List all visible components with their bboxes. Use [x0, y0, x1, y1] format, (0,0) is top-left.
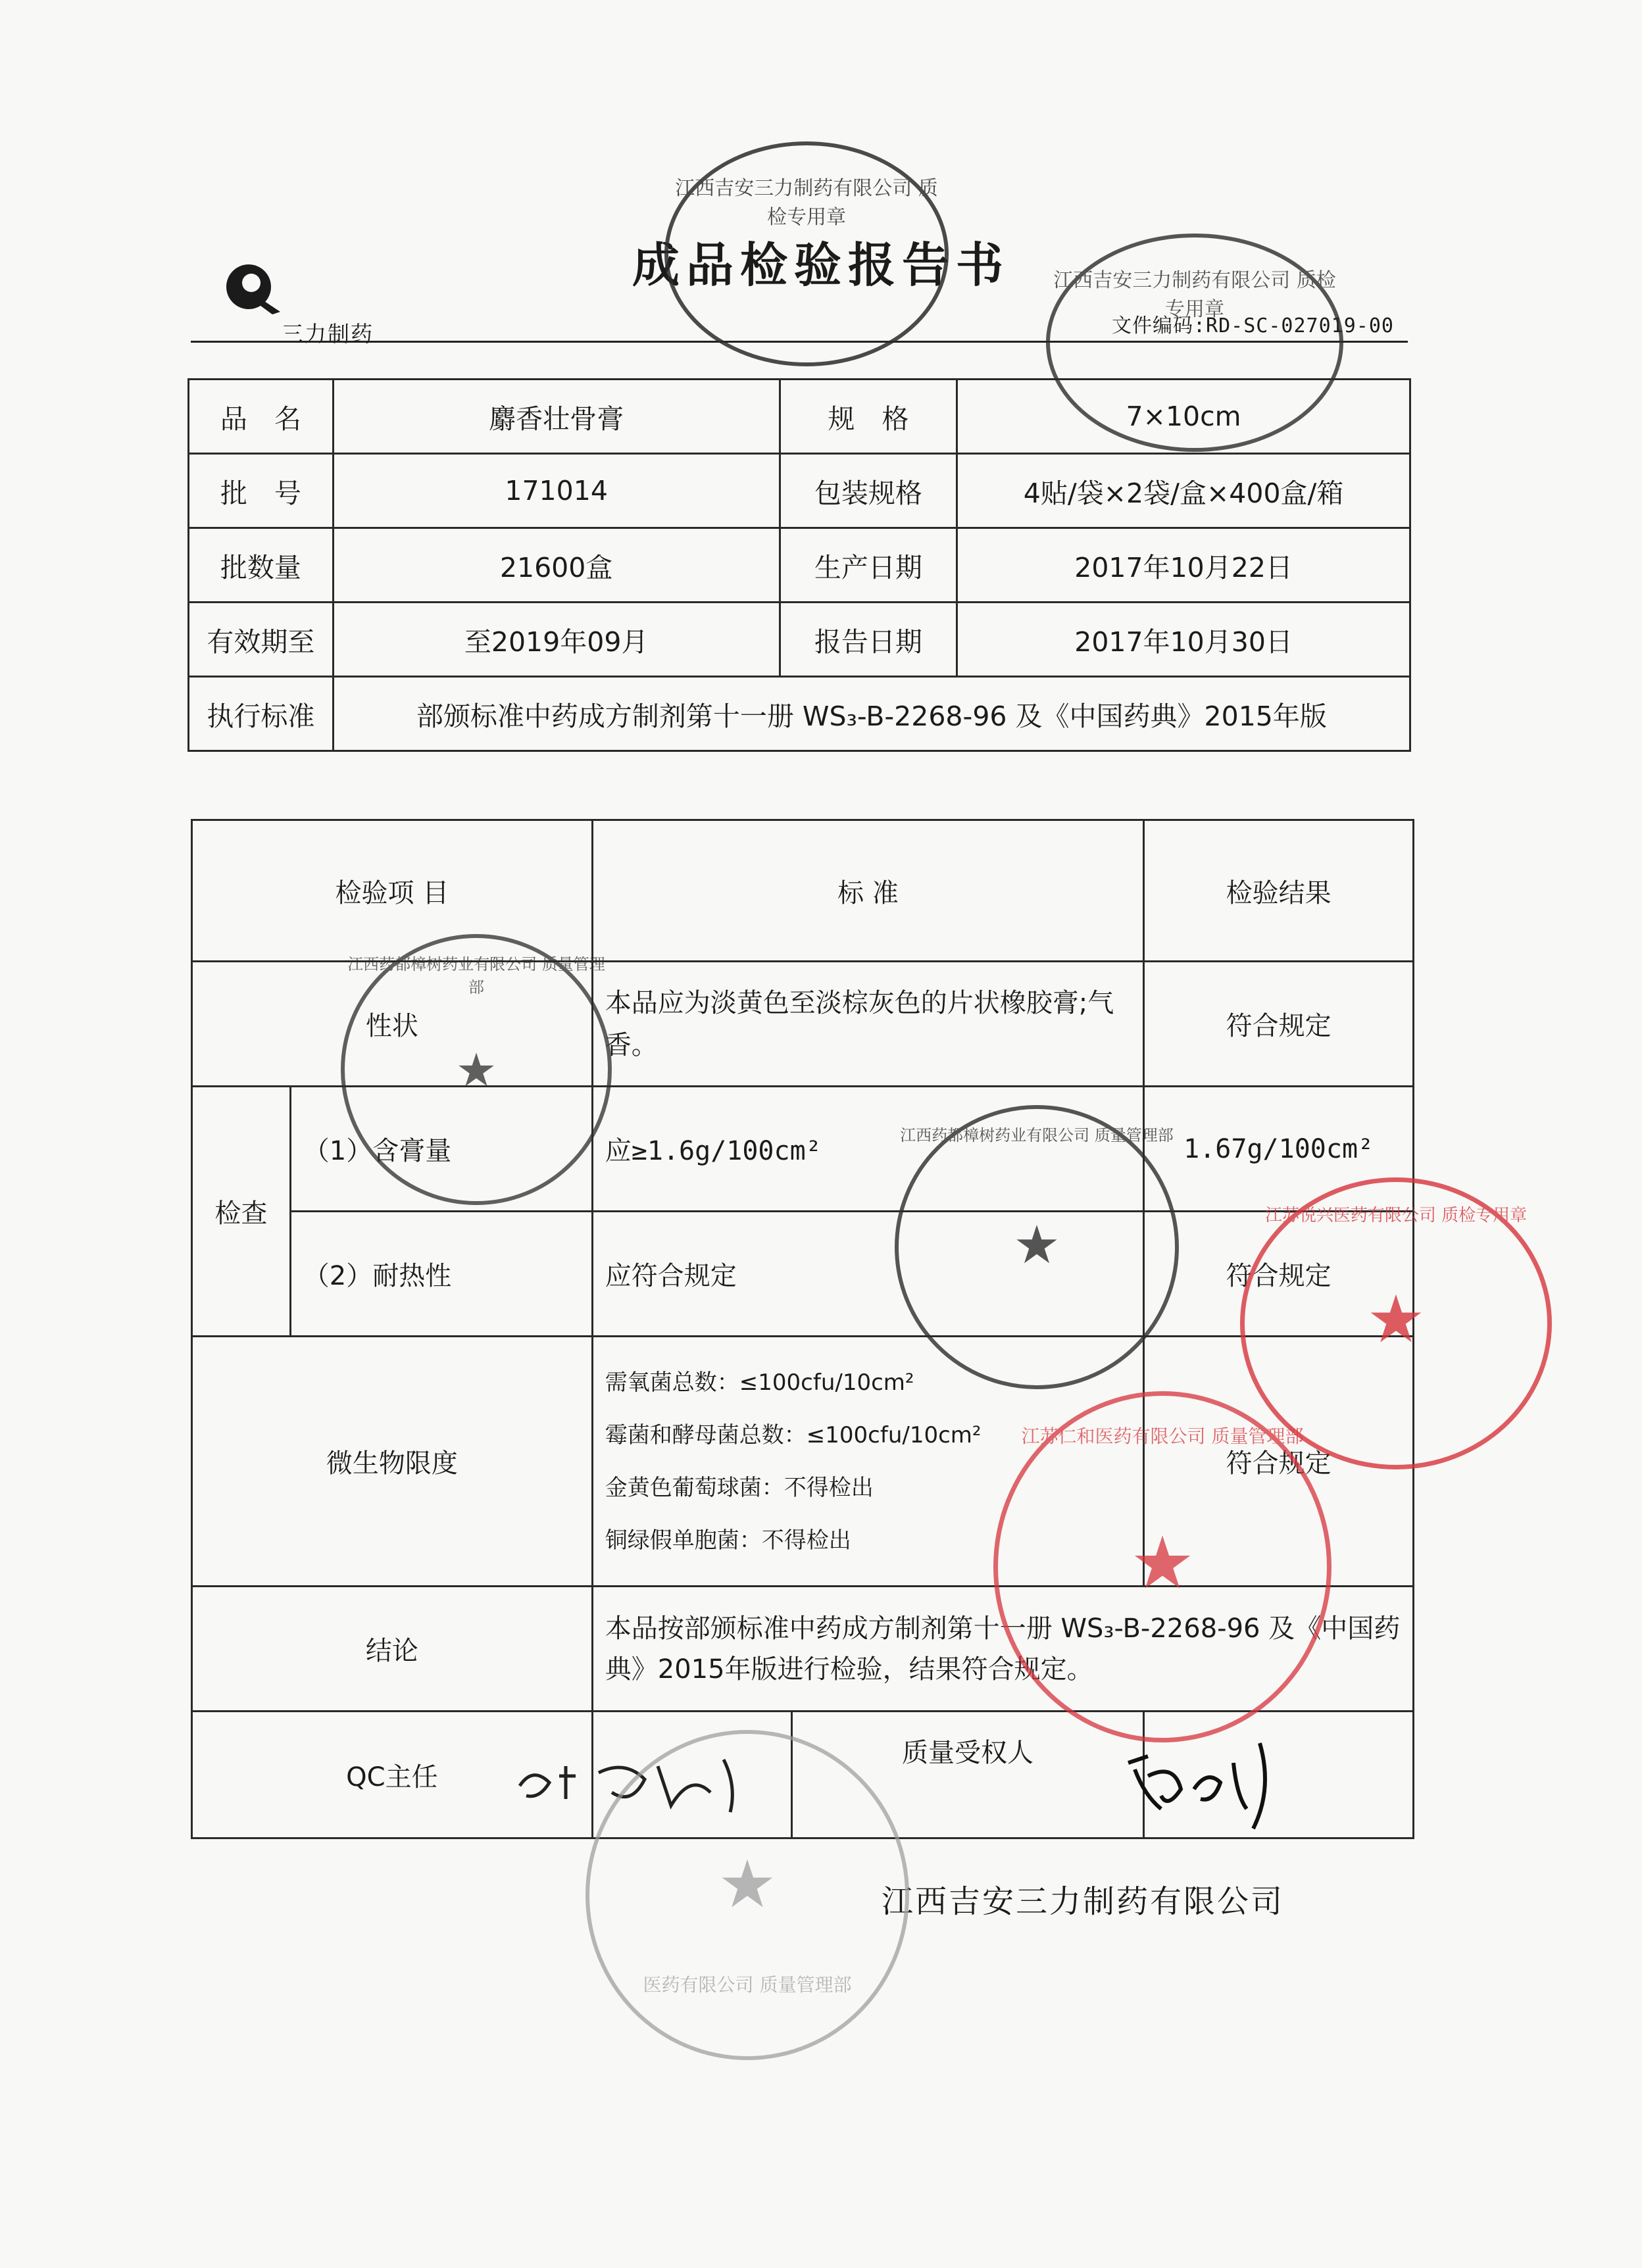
document-code: 文件编码:RD-SC-027019-00	[1112, 314, 1394, 337]
check2-label: （2）耐热性	[290, 1212, 592, 1337]
check2-result: 符合规定	[1144, 1212, 1414, 1337]
batch-qty-label: 批数量	[189, 528, 334, 603]
qc-label: QC主任	[192, 1712, 593, 1838]
check1-result: 1.67g/100cm²	[1144, 1087, 1414, 1212]
page-title: 成品检验报告书	[632, 237, 1010, 293]
batch-no: 171014	[333, 454, 780, 528]
table-row	[192, 1587, 1414, 1712]
table-row	[189, 454, 1410, 528]
table-row	[189, 380, 1410, 454]
conclusion-text: 本品按部颁标准中药成方制剂第十一册 WS₃-B-2268-96 及《中国药典》2015年版进行检验，结果符合规定。	[592, 1587, 1413, 1712]
product-name: 麝香壮骨膏	[333, 380, 780, 454]
standard-label: 执行标准	[189, 677, 334, 751]
batch-qty: 21600盒	[333, 528, 780, 603]
stamp-red-right: ★ 江苏悦兴医药有限公司 质检专用章	[1240, 1177, 1552, 1469]
micro-item: 金黄色葡萄球菌：不得检出	[605, 1474, 874, 1501]
report-date-label: 报告日期	[780, 603, 957, 677]
table-row	[192, 1212, 1414, 1337]
qp-signature-cell	[1144, 1712, 1414, 1838]
test-results-table	[191, 819, 1414, 1839]
conclusion-label: 结论	[192, 1587, 593, 1712]
micro-item: 霉菌和酵母菌总数：≤100cfu/10cm²	[605, 1421, 982, 1448]
micro-standard	[592, 1337, 1143, 1587]
table-row	[192, 962, 1414, 1087]
header-result: 检验结果	[1144, 820, 1414, 962]
table-header-row	[192, 820, 1414, 962]
micro-result: 符合规定	[1144, 1337, 1414, 1587]
product-info-table	[187, 378, 1411, 752]
stamp-zhangshu-2: ★ 江西药都樟树药业有限公司 质量管理部	[895, 1105, 1179, 1389]
table-row	[189, 528, 1410, 603]
report-date: 2017年10月30日	[957, 603, 1410, 677]
stamp-grey-bottom: ★ 医药有限公司 质量管理部	[585, 1730, 909, 2060]
stamp-qc-right: 江西吉安三力制药有限公司 质检专用章	[1046, 234, 1343, 452]
production-date-label: 生产日期	[780, 528, 957, 603]
logo-text: 三力制药	[282, 321, 374, 347]
table-row	[192, 1087, 1414, 1212]
expiry-value: 至2019年09月	[333, 603, 780, 677]
expiry-label: 有效期至	[189, 603, 334, 677]
qp-label: 质量受权人	[902, 1738, 1033, 1768]
spec-value: 7×10cm	[957, 380, 1410, 454]
batch-no-label: 批 号	[189, 454, 334, 528]
appearance-standard: 本品应为淡黄色至淡棕灰色的片状橡胶膏;气香。	[592, 962, 1143, 1087]
table-row	[192, 1337, 1414, 1587]
company-name: 江西吉安三力制药有限公司	[882, 1883, 1285, 1920]
spec-label: 规 格	[780, 380, 957, 454]
product-name-label: 品 名	[189, 380, 334, 454]
micro-item: 铜绿假单胞菌：不得检出	[605, 1527, 851, 1554]
header-standard: 标 准	[592, 820, 1143, 962]
table-row	[189, 603, 1410, 677]
micro-label: 微生物限度	[192, 1337, 593, 1587]
check-label: 检查	[192, 1087, 291, 1337]
check1-label: （1）含膏量	[290, 1087, 592, 1212]
stamp-red-center: ★ 江苏仁和医药有限公司 质量管理部	[993, 1391, 1331, 1742]
check2-standard: 应符合规定	[592, 1212, 1143, 1337]
packaging-value: 4贴/袋×2袋/盒×400盒/箱	[957, 454, 1410, 528]
stamp-qc-top: 江西吉安三力制药有限公司 质检专用章	[664, 141, 949, 366]
table-row	[192, 1712, 1414, 1838]
header-divider	[191, 341, 1408, 343]
table-row	[189, 677, 1410, 751]
header-test-item: 检验项 目	[192, 820, 593, 962]
appearance-result: 符合规定	[1144, 962, 1414, 1087]
standard-value: 部颁标准中药成方制剂第十一册 WS₃-B-2268-96 及《中国药典》2015年版	[333, 677, 1410, 751]
stamp-zhangshu-1: ★ 江西药都樟树药业有限公司 质量管理部	[341, 934, 612, 1205]
production-date: 2017年10月22日	[957, 528, 1410, 603]
qc-signature-cell	[592, 1712, 1143, 1838]
check1-standard: 应≥1.6g/100cm²	[592, 1087, 1143, 1212]
packaging-label: 包装规格	[780, 454, 957, 528]
appearance-label: 性状	[192, 962, 593, 1087]
micro-item: 需氧菌总数：≤100cfu/10cm²	[605, 1369, 914, 1396]
